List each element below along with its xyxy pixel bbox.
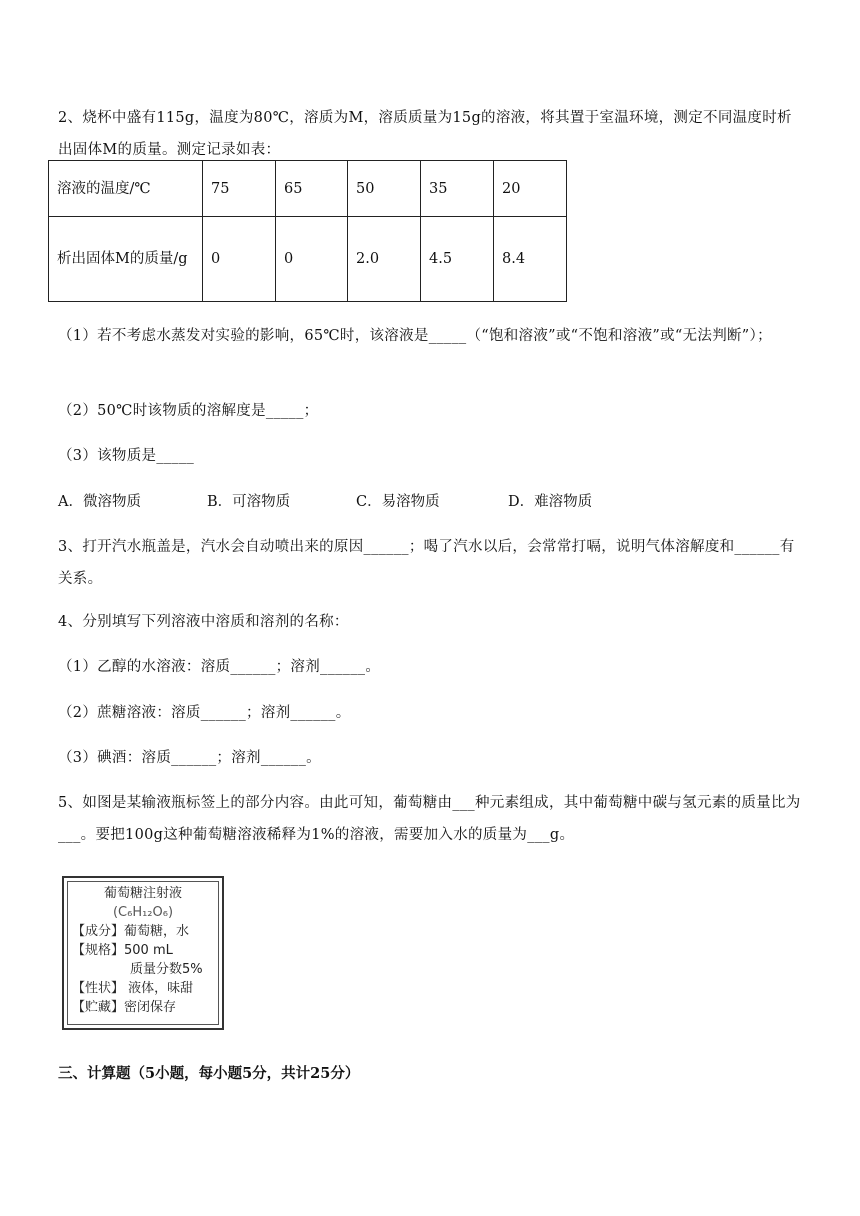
table-header-temperature: 溶液的温度/℃ <box>49 161 203 217</box>
question-3: 3、打开汽水瓶盖是，汽水会自动喷出来的原因______；喝了汽水以后，会常常打嗝，说明气体溶解度和______有关系。 <box>58 539 795 587</box>
label-property: 【性状】 液体，味甜 <box>72 981 194 996</box>
table-cell: 50 <box>348 161 421 217</box>
solubility-data-table <box>48 160 567 302</box>
table-cell: 35 <box>421 161 494 217</box>
table-cell: 0 <box>276 217 348 302</box>
table-cell: 65 <box>276 161 348 217</box>
option-b: B．可溶物质 <box>207 494 291 510</box>
table-cell: 4.5 <box>421 217 494 302</box>
label-storage: 【贮藏】密闭保存 <box>72 1000 177 1015</box>
question-4-sub-2: （2）蔗糖溶液：溶质______；溶剂______。 <box>58 705 351 721</box>
table-header-precipitate-mass: 析出固体M的质量/g <box>49 217 203 302</box>
table-row <box>49 161 567 217</box>
label-title: 葡萄糖注射液 <box>103 886 182 901</box>
table-cell: 75 <box>203 161 276 217</box>
question-5: 5、如图是某输液瓶标签上的部分内容。由此可知，葡萄糖由___种元素组成，其中葡萄糖中碳与氢元素的质量比为___。要把100g这种葡萄糖溶液稀释为1%的溶液，需要加入水的质量为___g。 <box>58 795 801 843</box>
section-3-heading: 三、计算题（5小题，每小题5分，共计25分） <box>58 1065 360 1082</box>
label-ingredients: 【成分】葡萄糖，水 <box>72 924 190 939</box>
question-4-sub-1: （1）乙醇的水溶液：溶质______；溶剂______。 <box>58 659 381 675</box>
glucose-injection-label-image <box>62 876 224 1030</box>
label-content <box>67 881 219 1025</box>
option-a: A．微溶物质 <box>58 494 141 510</box>
label-mass-fraction: 质量分数5% <box>130 962 203 977</box>
table-row <box>49 217 567 302</box>
question-2-options <box>58 486 803 518</box>
option-c: C．易溶物质 <box>356 494 440 510</box>
option-d: D．难溶物质 <box>508 494 593 510</box>
table-cell: 20 <box>494 161 567 217</box>
table-cell: 0 <box>203 217 276 302</box>
label-spec: 【规格】500 mL <box>72 943 173 958</box>
table-cell: 2.0 <box>348 217 421 302</box>
question-4-intro: 4、分别填写下列溶液中溶质和溶剂的名称： <box>58 614 349 630</box>
question-2-sub-3: （3）该物质是_____ <box>58 448 195 464</box>
question-2-intro: 2、烧杯中盛有115g，温度为80℃，溶质为M，溶质质量为15g的溶液，将其置于室温环境，测定不同温度时析出固体M的质量。测定记录如表： <box>58 110 792 158</box>
question-4-sub-3: （3）碘酒：溶质______；溶剂______。 <box>58 750 321 766</box>
label-formula: (C₆H₁₂O₆) <box>112 905 174 920</box>
question-2-sub-1: （1）若不考虑水蒸发对实验的影响，65℃时，该溶液是_____（“饱和溶液”或“不饱和溶液”或“无法判断”）； <box>58 328 772 344</box>
question-2-sub-2: （2）50℃时该物质的溶解度是_____； <box>58 403 319 419</box>
table-cell: 8.4 <box>494 217 567 302</box>
